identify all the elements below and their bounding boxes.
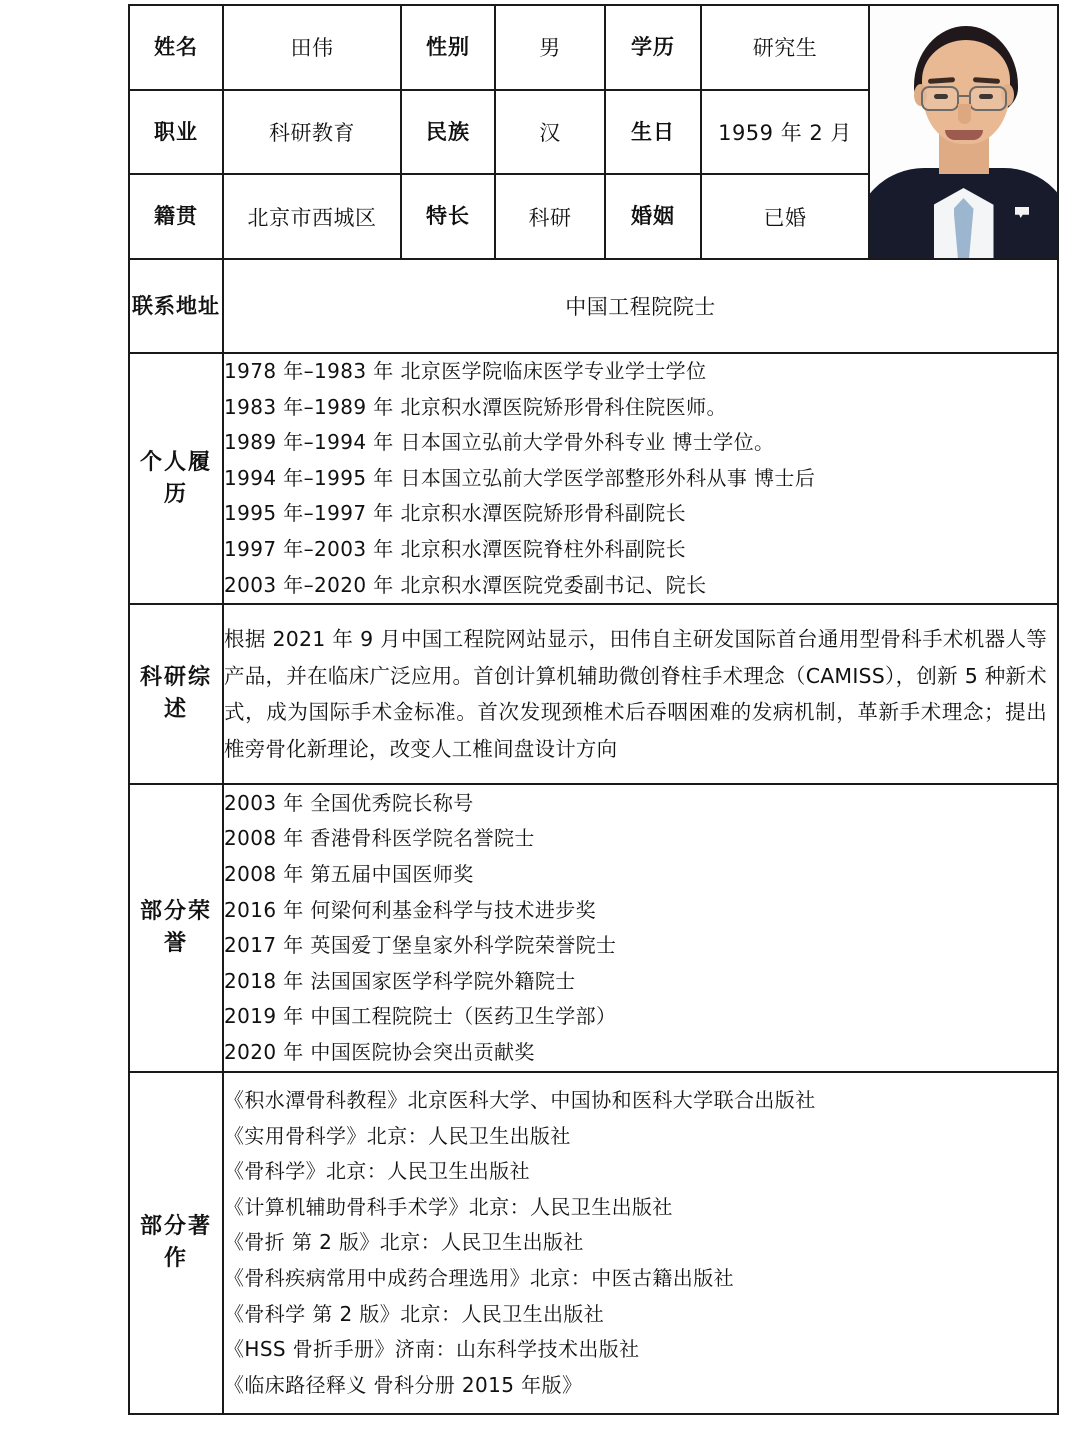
list-item: 2018 年 法国国家医学科学院外籍院士 bbox=[224, 968, 576, 993]
table-row-works bbox=[129, 1072, 1058, 1414]
list-item: 《骨科学》北京：人民卫生出版社 bbox=[224, 1159, 530, 1184]
section-label-honors: 部分荣誉 bbox=[129, 784, 223, 1072]
works-list bbox=[224, 1083, 1057, 1403]
list-item: 《骨折 第 2 版》北京：人民卫生出版社 bbox=[224, 1230, 584, 1255]
portrait-illustration bbox=[870, 6, 1057, 258]
list-item: 2003 年 全国优秀院长称号 bbox=[224, 790, 474, 815]
table-row-contact bbox=[129, 259, 1058, 353]
field-label-education: 学历 bbox=[605, 5, 701, 90]
list-item: 《计算机辅助骨科手术学》北京：人民卫生出版社 bbox=[224, 1194, 673, 1219]
field-value-ethnicity: 汉 bbox=[495, 90, 605, 175]
field-label-hometown: 籍贯 bbox=[129, 174, 223, 259]
field-value-contact-address: 中国工程院院士 bbox=[223, 259, 1058, 353]
list-item: 1989 年–1994 年 日本国立弘前大学骨外科专业 博士学位。 bbox=[224, 430, 775, 455]
field-label-occupation: 职业 bbox=[129, 90, 223, 175]
list-item: 《积水潭骨科教程》北京医科大学、中国协和医科大学联合出版社 bbox=[224, 1087, 816, 1112]
field-value-gender: 男 bbox=[495, 5, 605, 90]
section-content-honors bbox=[223, 784, 1058, 1072]
list-item: 《骨科学 第 2 版》北京：人民卫生出版社 bbox=[224, 1301, 605, 1326]
field-value-hometown: 北京市西城区 bbox=[223, 174, 401, 259]
list-item: 2017 年 英国爱丁堡皇家外科学院荣誉院士 bbox=[224, 933, 617, 958]
list-item: 2019 年 中国工程院院士（医药卫生学部） bbox=[224, 1004, 617, 1029]
resume-table bbox=[128, 4, 1059, 1415]
field-value-occupation: 科研教育 bbox=[223, 90, 401, 175]
section-label-works: 部分著作 bbox=[129, 1072, 223, 1414]
field-label-birthday: 生日 bbox=[605, 90, 701, 175]
field-label-specialty: 特长 bbox=[401, 174, 495, 259]
resume-sheet bbox=[128, 4, 1057, 1437]
list-item: 2008 年 第五届中国医师奖 bbox=[224, 861, 474, 886]
portrait-mouth bbox=[945, 130, 983, 140]
list-item: 1994 年–1995 年 日本国立弘前大学医学部整形外科从事 博士后 bbox=[224, 465, 816, 490]
field-value-education: 研究生 bbox=[701, 5, 869, 90]
list-item: 1983 年–1989 年 北京积水潭医院矫形骨科住院医师。 bbox=[224, 394, 727, 419]
section-content-works bbox=[223, 1072, 1058, 1414]
table-row-personal-history bbox=[129, 353, 1058, 604]
portrait-lens-left bbox=[921, 86, 959, 111]
section-label-research-summary: 科研综述 bbox=[129, 604, 223, 784]
field-value-marital-status: 已婚 bbox=[701, 174, 869, 259]
list-item: 2016 年 何梁何利基金科学与技术进步奖 bbox=[224, 897, 597, 922]
field-value-specialty: 科研 bbox=[495, 174, 605, 259]
field-value-name: 田伟 bbox=[223, 5, 401, 90]
portrait-lens-right bbox=[969, 86, 1007, 111]
list-item: 1978 年–1983 年 北京医学院临床医学专业学士学位 bbox=[224, 359, 707, 383]
portrait-photo bbox=[870, 6, 1057, 258]
field-label-ethnicity: 民族 bbox=[401, 90, 495, 175]
list-item: 《HSS 骨折手册》济南：山东科学技术出版社 bbox=[224, 1337, 640, 1362]
list-item: 《实用骨科学》北京：人民卫生出版社 bbox=[224, 1123, 571, 1148]
list-item: 1995 年–1997 年 北京积水潭医院矫形骨科副院长 bbox=[224, 501, 687, 526]
list-item: 2008 年 香港骨科医学院名誉院士 bbox=[224, 826, 535, 851]
table-row-research-summary bbox=[129, 604, 1058, 784]
table-row-basic-1 bbox=[129, 5, 1058, 90]
field-label-gender: 性别 bbox=[401, 5, 495, 90]
honors-list bbox=[224, 786, 1057, 1071]
list-item: 《临床路径释义 骨科分册 2015 年版》 bbox=[224, 1372, 583, 1397]
list-item: 1997 年–2003 年 北京积水潭医院脊柱外科副院长 bbox=[224, 536, 687, 561]
section-label-personal-history: 个人履历 bbox=[129, 353, 223, 604]
table-row-honors bbox=[129, 784, 1058, 1072]
field-label-marital-status: 婚姻 bbox=[605, 174, 701, 259]
field-label-contact-address: 联系地址 bbox=[129, 259, 223, 353]
portrait-photo-cell bbox=[869, 5, 1058, 259]
section-content-research-summary bbox=[223, 604, 1058, 784]
section-content-personal-history bbox=[223, 353, 1058, 604]
list-item: 2003 年–2020 年 北京积水潭医院党委副书记、院长 bbox=[224, 572, 707, 597]
list-item: 《骨科疾病常用中成药合理选用》北京：中医古籍出版社 bbox=[224, 1265, 734, 1290]
personal-history-list bbox=[224, 354, 1057, 603]
field-value-birthday: 1959 年 2 月 bbox=[701, 90, 869, 175]
research-summary-text: 根据 2021 年 9 月中国工程院网站显示，田伟自主研发国际首台通用型骨科手术机器人等产品，并在临床广泛应用。首创计算机辅助微创脊柱手术理念（CAMISS），创新 5 种新术式，成为国际手术金标准。首次发现颈椎术后吞咽困难的发病机制，革新手术理念；提出椎旁骨化新理论，改变人工椎间盘设计方向 bbox=[224, 627, 1047, 761]
portrait-nose bbox=[958, 104, 971, 124]
field-label-name: 姓名 bbox=[129, 5, 223, 90]
list-item: 2020 年 中国医院协会突出贡献奖 bbox=[224, 1039, 535, 1064]
